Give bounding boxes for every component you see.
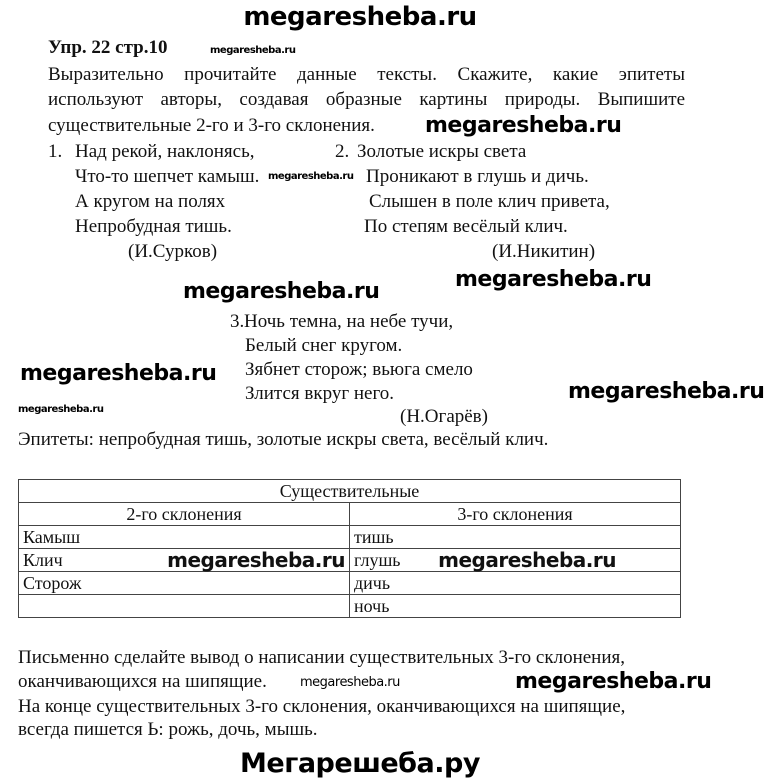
poem1-author: (И.Сурков) [128,241,218,262]
poem2-line: По степям весёлый клич. [364,216,568,237]
poem3-line: Злится вкруг него. [245,383,395,404]
table-cell-with-watermark [19,549,350,572]
task-line: используют авторы, создавая образные картины природы. Выпишите [48,89,685,110]
poem2-line: Слышен в поле клич привета, [369,191,610,212]
nouns-table [18,479,681,618]
table-cell: тишь [350,526,681,549]
table-header: 3-го склонения [350,503,681,526]
poem2-number: 2. [335,141,350,162]
poem1-number: 1. [48,141,63,162]
watermark-small: megaresheba.ru [18,404,104,415]
watermark: megaresheba.ru [455,267,652,292]
epithets-answer: Эпитеты: непробудная тишь, золотые искры света, весёлый клич. [18,429,549,450]
table-cell: Камыш [19,526,350,549]
table-row [19,572,681,595]
watermark-small: megaresheba.ru [300,675,400,690]
table-cell: дичь [350,572,681,595]
table-row [19,549,681,572]
conclusion-task-line: Письменно сделайте вывод о написании существительных 3-го склонения, [18,647,625,668]
conclusion-task-line: оканчивающихся на шипящие. [18,671,267,692]
watermark-small: megaresheba.ru [268,171,354,182]
poem1-line: Что-то шепчет камыш. [75,166,260,187]
watermark-top: megaresheba.ru [243,2,477,32]
watermark: megaresheba.ru [568,379,764,404]
conclusion-line: всегда пишется Ь: рожь, дочь, мышь. [18,719,318,740]
watermark-footer: Мегарешеба.ру [240,748,480,779]
watermark: megaresheba.ru [425,113,622,138]
poem3-line: Белый снег кругом. [245,335,403,356]
poem2-author: (И.Никитин) [492,241,596,262]
watermark: megaresheba.ru [183,279,380,304]
task-line: существительные 2-го и 3-го склонения. [48,115,375,136]
poem3-line: Ночь темна, на небе тучи, [244,311,454,332]
table-header: 2-го склонения [19,503,350,526]
table-cell: ночь [350,595,681,618]
table-cell: Сторож [19,572,350,595]
poem3-author: (Н.Огарёв) [400,406,488,427]
watermark: megaresheba.ru [20,361,217,386]
poem3-line: Зябнет сторож; вьюга смело [245,359,473,380]
watermark-small: megaresheba.ru [210,45,296,56]
poem2-line: Проникают в глушь и дичь. [366,166,589,187]
table-cell-with-watermark [350,549,681,572]
poem1-line: А кругом на полях [75,191,226,212]
exercise-title: Упр. 22 стр.10 [48,37,168,58]
table-cell: Клич [23,550,63,570]
poem1-line: Над рекой, наклонясь, [75,141,255,162]
poem3-number: 3. [230,311,245,332]
poem1-line: Непробудная тишь. [75,216,232,237]
table-cell [19,595,350,618]
conclusion-line: На конце существительных 3-го склонения, оканчивающихся на шипящие, [18,696,626,717]
watermark: megaresheba.ru [167,548,345,572]
watermark: megaresheba.ru [515,669,712,694]
table-row [19,526,681,549]
table-row [19,595,681,618]
watermark: megaresheba.ru [438,548,616,572]
table-title: Существительные [19,480,681,503]
task-line: Выразительно прочитайте данные тексты. Скажите, какие эпитеты [48,64,685,85]
poem2-line: Золотые искры света [357,141,527,162]
table-cell: глушь [354,550,401,570]
